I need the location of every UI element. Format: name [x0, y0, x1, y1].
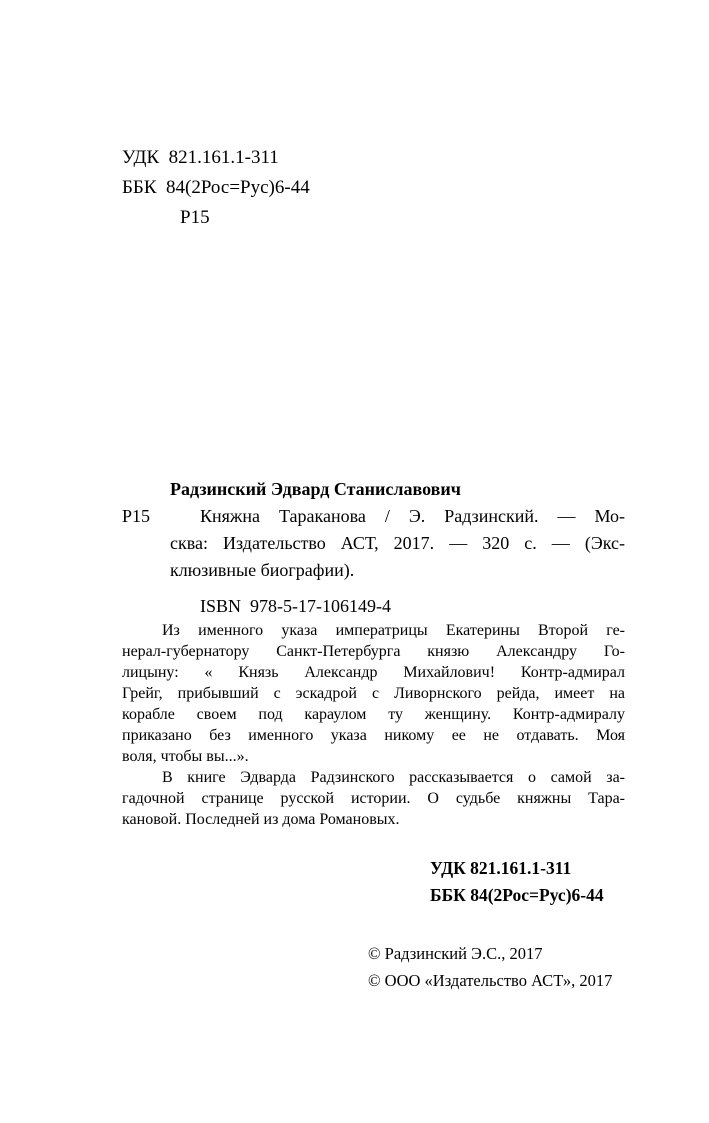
annotation-line: корабле своем под караулом ту женщину. Контр-адмиралу — [122, 706, 625, 723]
annotation-paragraph-1 — [122, 620, 625, 767]
catalog-entry-block — [122, 476, 625, 620]
annotation-line: кановой. Последней из дома Романовых. — [122, 811, 400, 828]
author-name-heading: Радзинский Эдвард Станиславович — [170, 479, 461, 499]
copyright-block — [368, 940, 627, 994]
catalog-description-lines — [170, 503, 625, 584]
annotation-paragraph-2 — [122, 767, 625, 830]
udk-footer-line: УДК 821.161.1-311 — [430, 858, 572, 878]
catalog-line: клюзивные биографии). — [170, 560, 355, 580]
footer-classification-block — [430, 855, 627, 909]
catalog-code: Р15 — [122, 506, 151, 526]
catalog-line: сква: Издательство АСТ, 2017. — 320 с. — (Экс- — [170, 533, 625, 553]
udk-top-line: УДК 821.161.1-311 — [122, 147, 279, 168]
isbn-line: ISBN 978-5-17-106149-4 — [200, 596, 391, 616]
bbk-footer-line: ББК 84(2Рос=Рус)6-44 — [430, 885, 604, 905]
annotation-line: приказано без именного указа никому ее не отдавать. Моя — [122, 727, 625, 744]
author-sign-code: Р15 — [180, 207, 210, 228]
catalog-description — [122, 503, 625, 584]
annotation-line: В книге Эдварда Радзинского рассказывается о самой за- — [162, 769, 625, 786]
copyright-publisher-line: © ООО «Издательство АСТ», 2017 — [368, 971, 613, 990]
annotation-line: нерал-губернатору Санкт-Петербурга князю Александру Го- — [122, 643, 625, 660]
copyright-author-line: © Радзинский Э.С., 2017 — [368, 944, 543, 963]
annotation-line: Из именного указа императрицы Екатерины Второй ге- — [162, 622, 625, 639]
annotation-line: Грейг, прибывший с эскадрой с Ливорнского рейда, имеет на — [122, 685, 625, 702]
annotation-line: лицыну: « Князь Александр Михайлович! Контр-адмирал — [122, 664, 625, 681]
catalog-line: Княжна Тараканова / Э. Радзинский. — Мо- — [200, 506, 625, 526]
annotation-block — [122, 620, 625, 830]
classification-block — [122, 143, 625, 233]
annotation-line: воля, чтобы вы...». — [122, 748, 249, 765]
bbk-top-line: ББК 84(2Рос=Рус)6-44 — [122, 177, 310, 198]
annotation-line: гадочной странице русской истории. О судьбе княжны Тара- — [122, 790, 625, 807]
